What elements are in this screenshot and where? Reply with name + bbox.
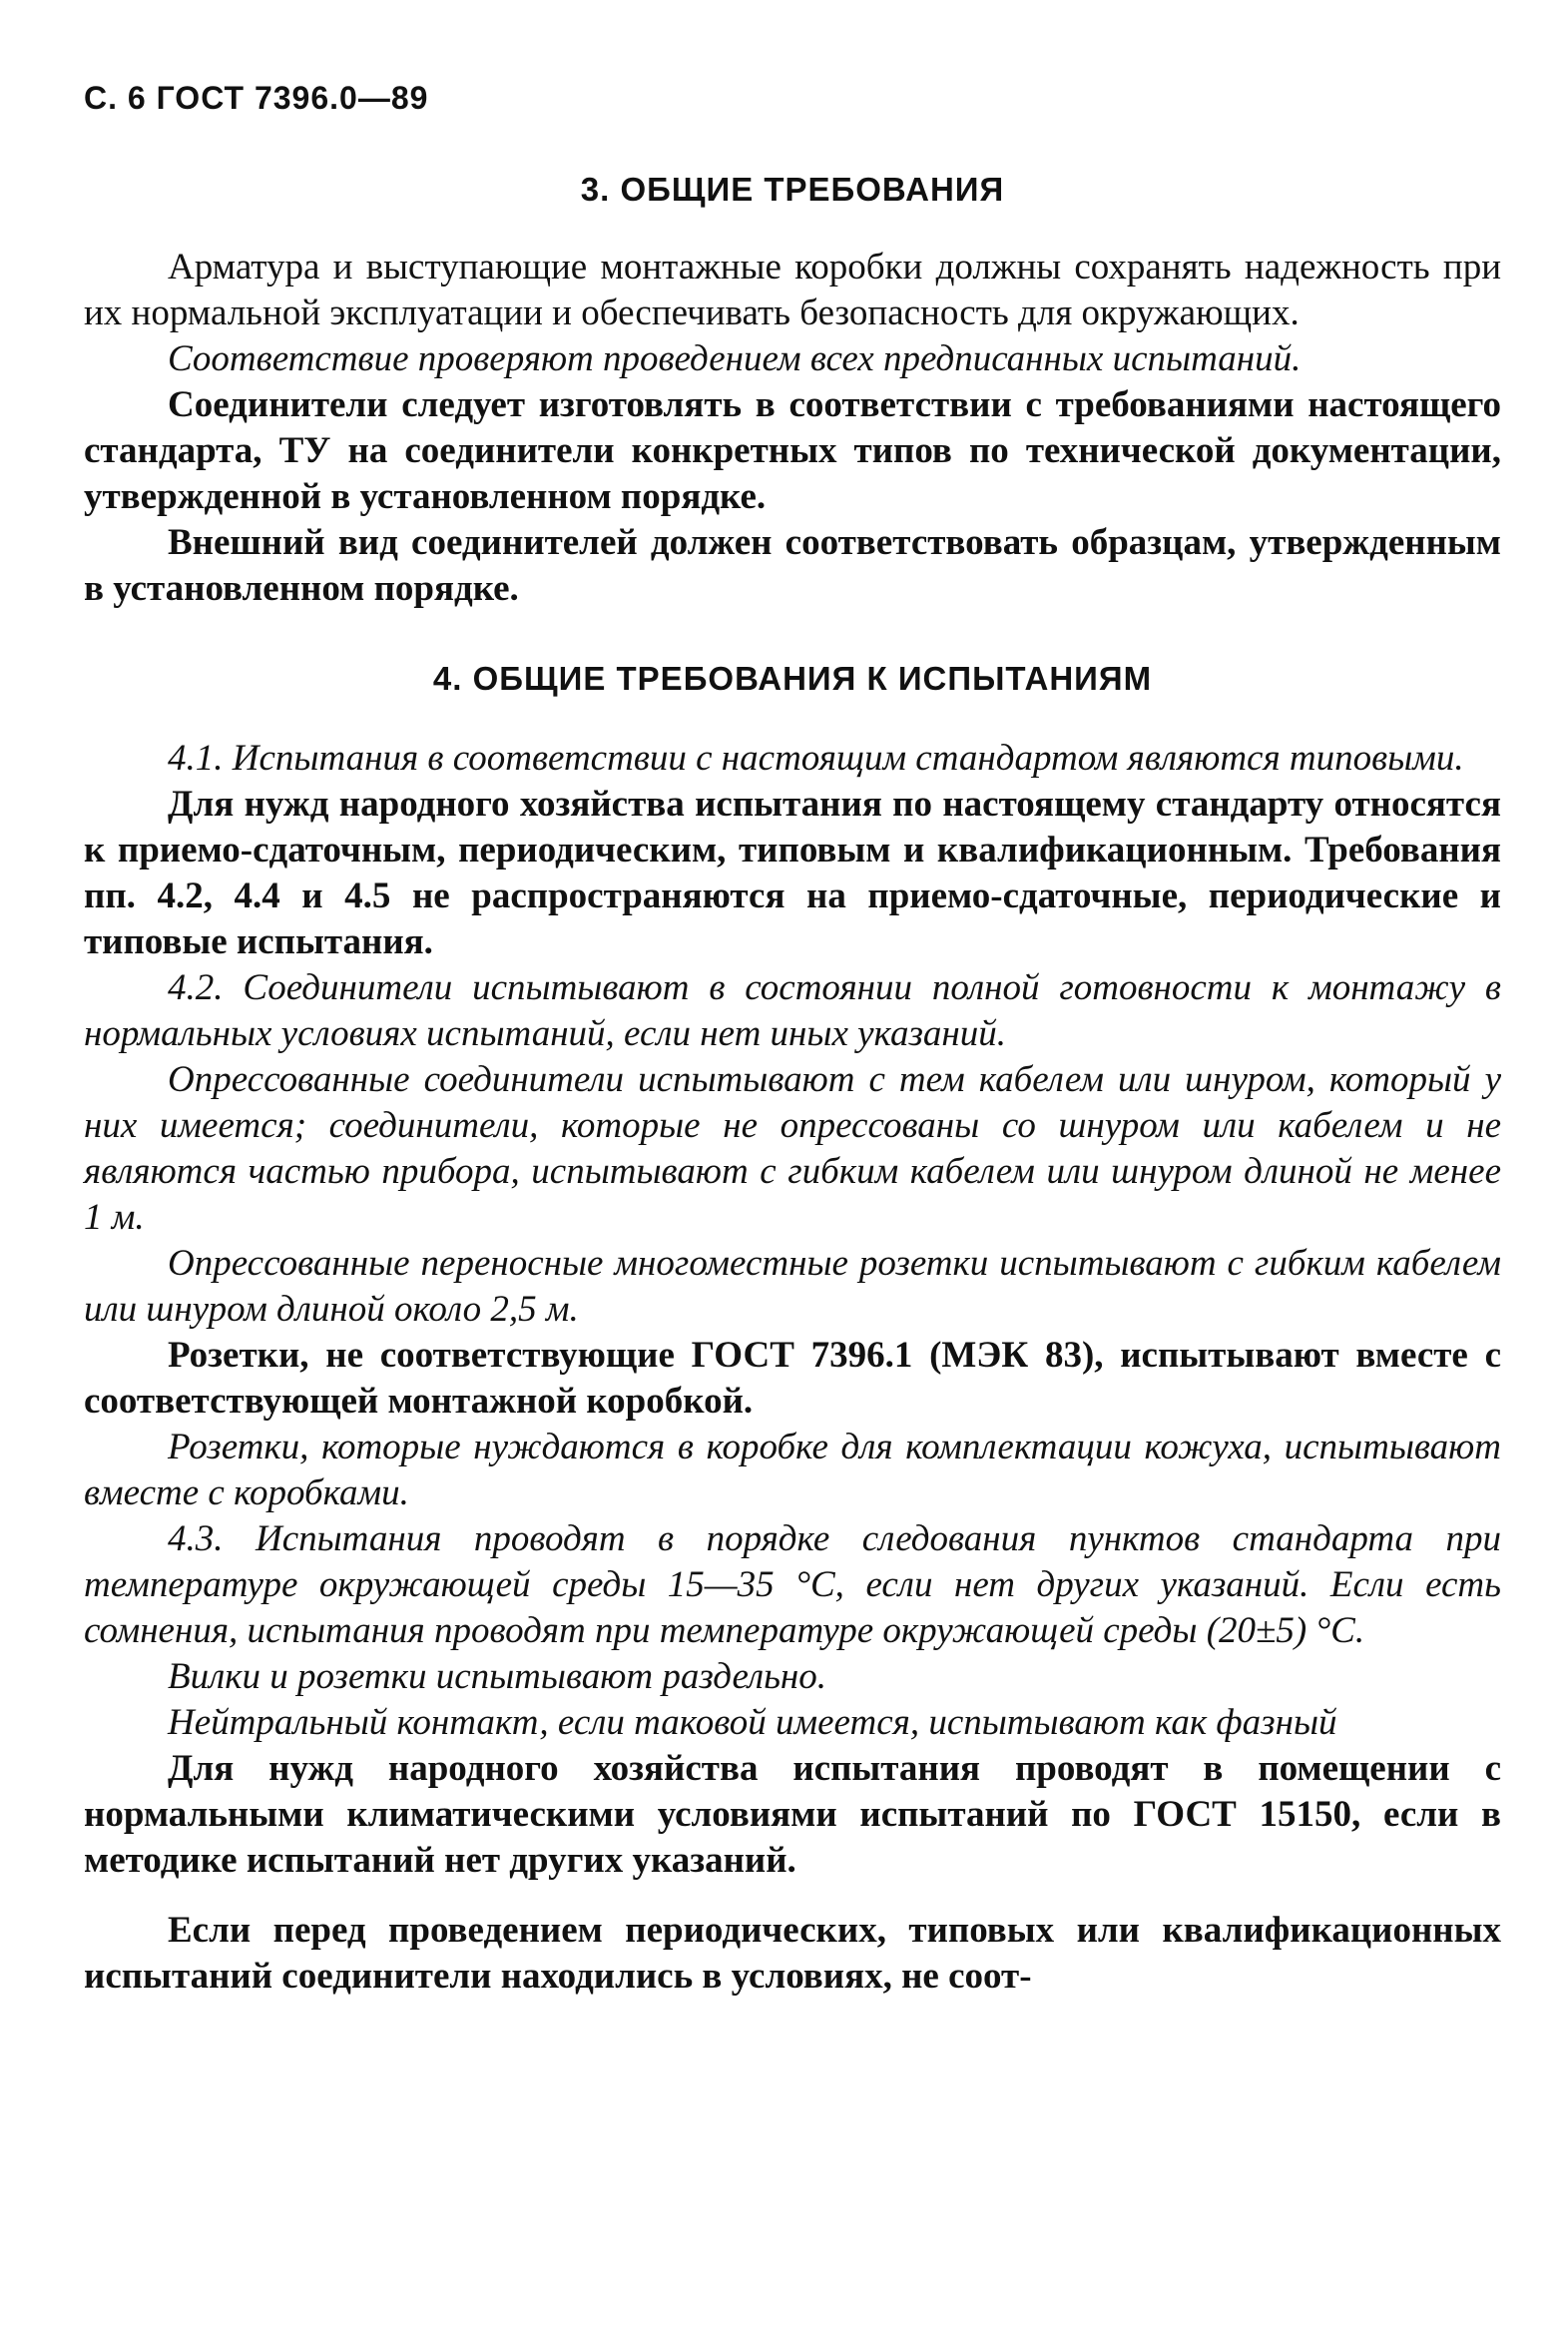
section-3-paragraph-1: Арматура и выступающие монтажные коробки должны сохранять надежность при их нормальной эксплуатации и обеспечивать безопасность для окружающих. — [84, 247, 1501, 333]
clause-4-3-national-economy: Для нужд народного хозяйства испытания проводят в помещении с нормальными климатическими условиями испытаний по ГОСТ 15150, если в методике испытаний нет других указаний. — [84, 1748, 1501, 1881]
clause-4-1-national-economy: Для нужд народного хозяйства испытания по настоящему стандарту относятся к приемо-сдаточным, периодическим, типовым и квалификационным. Требования пп. 4.2, 4.4 и 4.5 не распространяются на приемо-сдаточные, периодические и типовые испытания. — [84, 784, 1501, 962]
clause-4-3-conditions: Если перед проведением периодических, типовых или квалификационных испытаний соединители находились в условиях, не соот- — [84, 1910, 1501, 1997]
section-3-heading: 3. ОБЩИЕ ТРЕБОВАНИЯ — [580, 171, 1005, 208]
section-4-heading: 4. ОБЩИЕ ТРЕБОВАНИЯ К ИСПЫТАНИЯМ — [432, 660, 1153, 697]
clause-4-2-portable-sockets: Опрессованные переносные многоместные розетки испытывают с гибким кабелем или шнуром длиной около 2,5 м. — [84, 1243, 1501, 1330]
document-page — [84, 80, 1501, 2000]
section-3-paragraph-2: Соответствие проверяют проведением всех предписанных испытаний. — [168, 338, 1302, 379]
clause-4-3-neutral-contact: Нейтральный контакт, если таковой имеется, испытывают как фазный — [168, 1702, 1337, 1743]
clause-4-1: 4.1. Испытания в соответствии с настоящим стандартом являются типовыми. — [168, 738, 1464, 779]
section-3-paragraph-4: Внешний вид соединителей должен соответствовать образцам, утвержденным в установленном порядке. — [84, 522, 1501, 609]
clause-4-2: 4.2. Соединители испытывают в состоянии полной готовности к монтажу в нормальных условиях испытаний, если нет иных указаний. — [84, 967, 1501, 1054]
page-header: С. 6 ГОСТ 7396.0—89 — [84, 80, 429, 116]
clause-4-2-sockets-enclosure: Розетки, которые нуждаются в коробке для комплектации кожуха, испытывают вместе с коробками. — [84, 1427, 1501, 1513]
clause-4-2-sockets-with-box: Розетки, не соответствующие ГОСТ 7396.1 (МЭК 83), испытывают вместе с соответствующей монтажной коробкой. — [84, 1335, 1501, 1422]
section-3-paragraph-3: Соединители следует изготовлять в соответствии с требованиями настоящего стандарта, ТУ на соединители конкретных типов по технической документации, утвержденной в установленном порядке. — [84, 384, 1501, 517]
clause-4-2-crimped-connectors: Опрессованные соединители испытывают с тем кабелем или шнуром, который у них имеется; соединители, которые не опрессованы со шнуром или кабелем и не являются частью прибора, испытывают с гибким кабелем или шнуром длиной не менее 1 м. — [84, 1059, 1501, 1238]
clause-4-3: 4.3. Испытания проводят в порядке следования пунктов стандарта при температуре окружающей среды 15—35 °С, если нет других указаний. Если есть сомнения, испытания проводят при температуре окружающей среды (20±5) °С. — [84, 1518, 1501, 1651]
clause-4-3-plugs-sockets: Вилки и розетки испытывают раздельно. — [168, 1656, 827, 1697]
